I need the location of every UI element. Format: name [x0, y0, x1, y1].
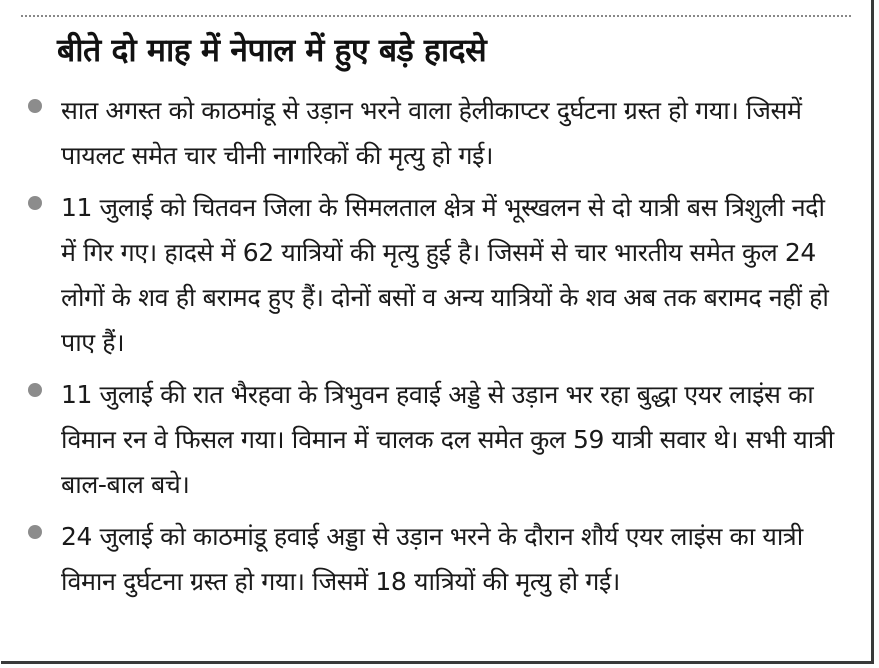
bullet-icon	[28, 196, 42, 210]
list-item	[1, 185, 841, 365]
news-box	[1, 0, 874, 664]
dotted-divider	[21, 15, 851, 17]
bullet-icon	[28, 99, 42, 113]
article-heading: बीते दो माह में नेपाल में हुए बड़े हादसे	[57, 31, 487, 69]
list-item-text: 11 जुलाई की रात भैरहवा के त्रिभुवन हवाई अड्डे से उड़ान भर रहा बुद्धा एयर लाइंस का विमान रन वे फिसल गया। विमान में चालक दल समेत कुल 59 यात्री सवार थे। सभी यात्री बाल-बाल बचे।	[61, 380, 834, 499]
list-item	[1, 514, 841, 604]
bullet-icon	[28, 383, 42, 397]
bullet-icon	[28, 525, 42, 539]
incident-list	[1, 88, 841, 611]
list-item	[1, 88, 841, 178]
list-item	[1, 372, 841, 507]
list-item-text: 11 जुलाई को चितवन जिला के सिमलताल क्षेत्र में भूस्खलन से दो यात्री बस त्रिशुली नदी में गिर गए। हादसे में 62 यात्रियों की मृत्यु हुई है। जिसमें से चार भारतीय समेत कुल 24 लोगों के शव ही बरामद हुए हैं। दोनों बसों व अन्य यात्रियों के शव अब तक बरामद नहीं हो पाए हैं।	[61, 193, 829, 357]
list-item-text: सात अगस्त को काठमांडू से उड़ान भरने वाला हेलीकाप्टर दुर्घटना ग्रस्त हो गया। जिसमें पायलट समेत चार चीनी नागरिकों की मृत्यु हो गई।	[61, 96, 802, 170]
list-item-text: 24 जुलाई को काठमांडू हवाई अड्डा से उड़ान भरने के दौरान शौर्य एयर लाइंस का यात्री विमान दुर्घटना ग्रस्त हो गया। जिसमें 18 यात्रियों की मृत्यु हो गई।	[61, 522, 803, 596]
